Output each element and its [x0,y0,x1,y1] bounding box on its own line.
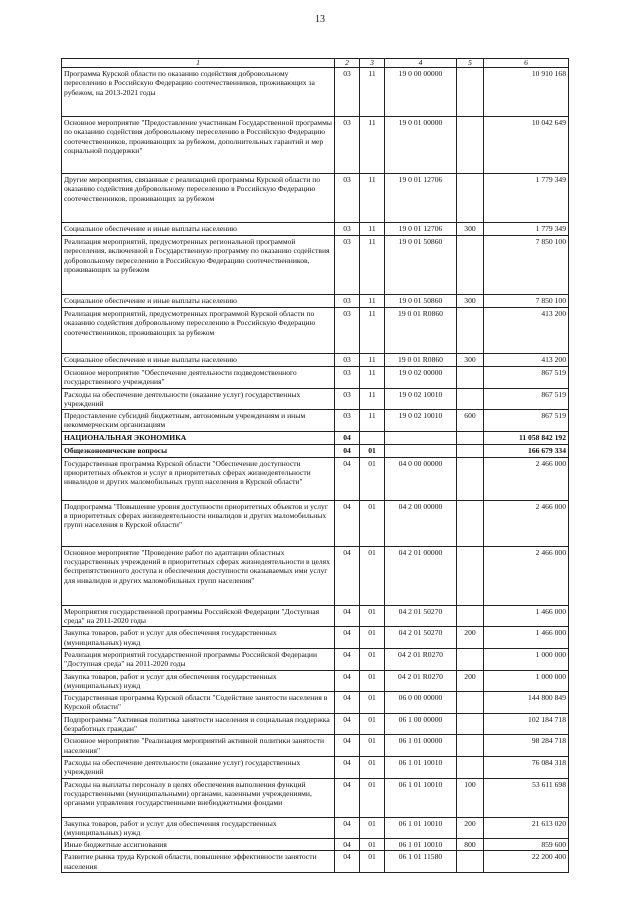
row-target-code: 06 1 01 10010 [385,778,457,817]
row-subsection: 01 [360,500,385,546]
row-target-code: 06 0 00 00000 [385,692,457,714]
row-expense-type: 200 [457,627,484,649]
header-col-4: 4 [385,59,457,68]
table-row [62,444,569,457]
row-section: 03 [335,223,360,236]
row-target-code: 19 0 01 R0860 [385,308,457,354]
row-subsection: 11 [360,367,385,389]
row-amount: 867 519 [484,367,569,389]
row-amount: 10 910 168 [484,68,569,117]
row-section: 04 [335,500,360,546]
row-subsection: 11 [360,308,385,354]
row-section: 03 [335,117,360,174]
table-row [62,410,569,432]
row-amount: 21 613 020 [484,817,569,839]
row-section: 04 [335,851,360,873]
row-name: Иные бюджетные ассигнования [62,839,335,851]
row-subsection: 01 [360,546,385,605]
row-subsection: 11 [360,223,385,236]
table-row [62,117,569,174]
row-target-code: 04 2 01 R0270 [385,670,457,692]
row-expense-type [457,605,484,627]
row-section: 04 [335,648,360,670]
row-target-code: 19 0 01 00000 [385,117,457,174]
row-section: 03 [335,236,360,295]
row-section: 03 [335,388,360,410]
row-subsection: 01 [360,839,385,851]
header-col-5: 5 [457,59,484,68]
table-row [62,546,569,605]
row-amount: 53 611 698 [484,778,569,817]
table-row [62,670,569,692]
row-amount: 166 679 334 [484,444,569,457]
row-expense-type [457,500,484,546]
row-subsection [360,431,385,444]
row-expense-type [457,546,484,605]
row-section: 04 [335,605,360,627]
row-name: Закупка товаров, работ и услуг для обеспечения государственных (муниципальных) нужд [62,817,335,839]
budget-table [61,58,569,873]
row-subsection: 01 [360,648,385,670]
row-expense-type: 200 [457,670,484,692]
row-expense-type [457,431,484,444]
row-amount: 1 000 000 [484,648,569,670]
row-section: 03 [335,295,360,308]
table-row [62,851,569,873]
row-target-code: 06 1 01 10010 [385,817,457,839]
row-section: 04 [335,627,360,649]
row-expense-type: 200 [457,817,484,839]
row-subsection: 11 [360,388,385,410]
row-section: 04 [335,670,360,692]
row-subsection: 11 [360,236,385,295]
row-name: Развитие рынка труда Курской области, повышение эффективности занятости населения [62,851,335,873]
row-amount: 2 466 000 [484,457,569,500]
row-expense-type [457,735,484,757]
row-amount: 2 466 000 [484,500,569,546]
table-row [62,756,569,778]
table-row [62,223,569,236]
row-expense-type [457,388,484,410]
table-row [62,367,569,389]
row-expense-type [457,692,484,714]
row-target-code: 04 2 01 50270 [385,627,457,649]
row-name: Социальное обеспечение и иные выплаты населению [62,354,335,367]
table-row [62,500,569,546]
row-target-code: 06 1 01 10010 [385,756,457,778]
row-name: Основное мероприятие "Реализация мероприятий активной политики занятости населения" [62,735,335,757]
table-row [62,627,569,649]
row-amount: 867 519 [484,388,569,410]
row-subsection: 01 [360,756,385,778]
row-target-code: 04 2 01 00000 [385,546,457,605]
table-row [62,295,569,308]
row-amount: 413 200 [484,354,569,367]
row-name: Расходы на обеспечение деятельности (оказание услуг) государственных учреждений [62,756,335,778]
row-target-code: 04 2 00 00000 [385,500,457,546]
row-amount: 1 466 000 [484,605,569,627]
row-section: 03 [335,354,360,367]
table-row [62,605,569,627]
row-section: 04 [335,546,360,605]
row-name: Реализация мероприятий, предусмотренных региональной программой переселения, включенной в Государственную программу по оказанию содействия добровольному переселению в Российскую Федерацию соотечественников, проживающих за рубежом [62,236,335,295]
row-amount: 7 850 100 [484,295,569,308]
row-expense-type [457,68,484,117]
row-target-code: 04 2 01 R0270 [385,648,457,670]
table-row [62,174,569,223]
table-row [62,713,569,735]
table-row [62,692,569,714]
row-target-code: 19 0 01 50860 [385,236,457,295]
row-subsection: 11 [360,68,385,117]
row-amount: 1 000 000 [484,670,569,692]
page-number: 13 [315,14,325,25]
row-amount: 1 779 349 [484,174,569,223]
row-subsection: 11 [360,117,385,174]
row-amount: 10 042 649 [484,117,569,174]
row-name: Мероприятия государственной программы Российской Федерации "Доступная среда" на 2011-2020 годы [62,605,335,627]
row-amount: 144 800 849 [484,692,569,714]
row-name: Социальное обеспечение и иные выплаты населению [62,295,335,308]
row-target-code: 19 0 01 12706 [385,174,457,223]
row-amount: 413 200 [484,308,569,354]
row-section: 03 [335,410,360,432]
row-subsection: 01 [360,778,385,817]
row-subsection: 11 [360,174,385,223]
row-name: Закупка товаров, работ и услуг для обеспечения государственных (муниципальных) нужд [62,670,335,692]
row-name: Закупка товаров, работ и услуг для обеспечения государственных (муниципальных) нужд [62,627,335,649]
row-target-code: 06 1 01 11580 [385,851,457,873]
row-section: 04 [335,444,360,457]
row-amount: 7 850 100 [484,236,569,295]
row-section: 03 [335,308,360,354]
row-name: Расходы на выплаты персоналу в целях обеспечения выполнения функций государственными (муниципальными) органами, казенными учреждениями, органами управления государственными внебюджетными фондами [62,778,335,817]
row-amount: 1 466 000 [484,627,569,649]
row-expense-type [457,367,484,389]
row-name: Подпрограмма "Повышение уровня доступности приоритетных объектов и услуг в приоритетных сферах жизнедеятельности инвалидов и других маломобильных групп населения в Курской области" [62,500,335,546]
row-name: Реализация мероприятий государственной программы Российской Федерации "Доступная среда" на 2011-2020 годы [62,648,335,670]
row-amount: 98 284 718 [484,735,569,757]
row-expense-type [457,457,484,500]
row-expense-type: 300 [457,223,484,236]
row-target-code: 06 1 00 00000 [385,713,457,735]
row-target-code: 19 0 02 00000 [385,367,457,389]
row-name: Общеэкономические вопросы [62,444,335,457]
row-subsection: 01 [360,605,385,627]
row-amount: 2 466 000 [484,546,569,605]
row-subsection: 01 [360,670,385,692]
row-name: Основное мероприятие "Обеспечение деятельности подведомственного государственного учреждения" [62,367,335,389]
row-target-code: 06 1 01 00000 [385,735,457,757]
row-section: 04 [335,839,360,851]
row-expense-type [457,308,484,354]
row-target-code: 19 0 01 R0860 [385,354,457,367]
header-col-3: 3 [360,59,385,68]
table-row [62,354,569,367]
row-name: НАЦИОНАЛЬНАЯ ЭКОНОМИКА [62,431,335,444]
row-section: 03 [335,174,360,223]
row-section: 04 [335,431,360,444]
row-subsection: 01 [360,713,385,735]
row-expense-type: 300 [457,295,484,308]
row-amount: 1 779 349 [484,223,569,236]
row-name: Предоставление субсидий бюджетным, автономным учреждениям и иным некоммерческим организациям [62,410,335,432]
row-section: 04 [335,692,360,714]
row-subsection: 01 [360,457,385,500]
row-section: 04 [335,713,360,735]
row-subsection: 01 [360,817,385,839]
row-target-code [385,444,457,457]
row-target-code: 19 0 02 10010 [385,410,457,432]
row-section: 03 [335,68,360,117]
header-col-2: 2 [335,59,360,68]
table-row [62,68,569,117]
row-target-code: 19 0 00 00000 [385,68,457,117]
header-col-6: 6 [484,59,569,68]
row-name: Основное мероприятие "Предоставление участникам Государственной программы по оказанию содействия добровольному переселению в Российскую Федерацию соотечественников, проживающих за рубежом, дополнительных гарантий и мер социальной поддержки" [62,117,335,174]
table-row [62,648,569,670]
row-amount: 867 519 [484,410,569,432]
row-expense-type: 100 [457,778,484,817]
row-subsection: 11 [360,354,385,367]
row-subsection: 11 [360,410,385,432]
row-expense-type [457,851,484,873]
row-expense-type: 300 [457,354,484,367]
row-name: Расходы на обеспечение деятельности (оказание услуг) государственных учреждений [62,388,335,410]
row-amount: 22 200 400 [484,851,569,873]
table-row [62,839,569,851]
row-target-code: 06 1 01 10010 [385,839,457,851]
row-expense-type: 600 [457,410,484,432]
table-row [62,778,569,817]
row-target-code [385,431,457,444]
row-section: 04 [335,817,360,839]
row-name: Основное мероприятие "Проведение работ по адаптации областных государственных учреждений в приоритетных сферах жизнедеятельности в целях беспрепятственного доступа и обеспечения доступности оказываемых ими услуг для инвалидов и других маломобильных групп населения" [62,546,335,605]
table-row [62,457,569,500]
row-section: 04 [335,735,360,757]
row-name: Государственная программа Курской области "Обеспечение доступности приоритетных объектов и услуг в приоритетных сферах жизнедеятельности инвалидов и других маломобильных групп населения в Курской области" [62,457,335,500]
row-target-code: 19 0 01 50860 [385,295,457,308]
row-section: 04 [335,457,360,500]
table-row [62,388,569,410]
row-subsection: 11 [360,295,385,308]
row-name: Реализация мероприятий, предусмотренных программой Курской области по оказанию содействия добровольному переселению в Российскую Федерацию соотечественников, проживающих за рубежом [62,308,335,354]
row-subsection: 01 [360,627,385,649]
row-expense-type [457,236,484,295]
table-row [62,735,569,757]
row-amount: 102 184 718 [484,713,569,735]
row-section: 04 [335,778,360,817]
row-expense-type: 800 [457,839,484,851]
row-target-code: 04 2 01 50270 [385,605,457,627]
row-expense-type [457,648,484,670]
row-name: Подпрограмма "Активная политика занятости населения и социальная поддержка безработных граждан" [62,713,335,735]
table-row [62,236,569,295]
row-expense-type [457,444,484,457]
row-amount: 11 058 842 192 [484,431,569,444]
row-expense-type [457,756,484,778]
table-row [62,308,569,354]
table-row [62,431,569,444]
row-target-code: 19 0 01 12706 [385,223,457,236]
row-name: Социальное обеспечение и иные выплаты населению [62,223,335,236]
header-col-1: 1 [62,59,335,68]
row-expense-type [457,117,484,174]
row-expense-type [457,713,484,735]
row-section: 04 [335,756,360,778]
row-target-code: 04 0 00 00000 [385,457,457,500]
row-name: Программа Курской области по оказанию содействия добровольному переселению в Российскую Федерацию соотечественников, проживающих за рубежом, на 2013-2021 годы [62,68,335,117]
row-expense-type [457,174,484,223]
table-body [62,68,569,873]
row-amount: 76 084 318 [484,756,569,778]
row-name: Государственная программа Курской области "Содействие занятости населения в Курской области" [62,692,335,714]
row-section: 03 [335,367,360,389]
row-name: Другие мероприятия, связанные с реализацией программы Курской области по оказанию содействия добровольному переселению в Российскую Федерацию соотечественников, проживающих за рубежом [62,174,335,223]
row-subsection: 01 [360,444,385,457]
row-target-code: 19 0 02 10010 [385,388,457,410]
row-subsection: 01 [360,851,385,873]
table-header-row [62,59,569,68]
row-subsection: 01 [360,735,385,757]
row-subsection: 01 [360,692,385,714]
row-amount: 859 600 [484,839,569,851]
table-row [62,817,569,839]
